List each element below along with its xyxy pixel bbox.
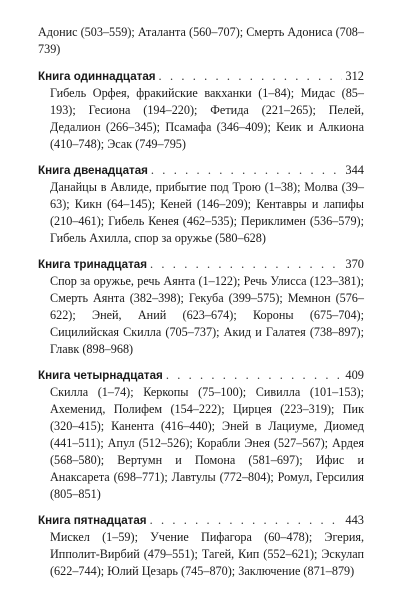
book-heading <box>38 512 364 529</box>
book-contents: Гибель Орфея, фракийские вакханки (1–84); Мидас (85–193); Гесиона (194–220); Фетида (221–265); Пелей, Дедалион (266–345); Псамафа (346–409); Кеик и Алкиона (410–748); Эсак (749–795) <box>50 86 364 151</box>
book-title: Книга четырнадцатая <box>38 369 163 382</box>
book-heading <box>38 68 364 85</box>
book-heading <box>38 256 364 273</box>
page-number: 344 <box>345 163 364 177</box>
book-contents: Спор за оружье, речь Аянта (1–122); Речь Улисса (123–381); Смерть Аянта (382–398); Гекуба (399–575); Мемнон (576–622); Эней, Аний (623–674); Короны (675–704); Сицилийская Скилла (705–737); Акид и Галатея (738–897); Главк (898–968) <box>50 274 364 356</box>
page-number: 409 <box>345 368 364 382</box>
book-contents: Мискел (1–59); Учение Пифагора (60–478); Эгерия, Ипполит-Вирбий (479–551); Тагей, Кип (552–621); Эскулап (622–744); Юлий Цезарь (745–870); Заключение (871–879) <box>50 530 364 578</box>
book-entry-11 <box>38 68 364 153</box>
book-contents: Данайцы в Авлиде, прибытие под Трою (1–38); Молва (39–63); Кикн (64–145); Кеней (146–209); Кентавры и лапифы (210–461); Гибель Кенея (462–535); Периклимен (536–579); Гибель Ахилла, спор за оружье (580–628) <box>50 180 364 245</box>
dot-leader <box>159 68 343 85</box>
book-entry-12 <box>38 162 364 247</box>
book-title: Книга тринадцатая <box>38 258 148 271</box>
dot-leader <box>151 162 343 179</box>
table-of-contents <box>38 24 364 589</box>
dot-leader <box>150 512 343 529</box>
page-number: 443 <box>345 513 364 527</box>
book-entry-13 <box>38 256 364 358</box>
book-heading <box>38 367 364 384</box>
book-title: Книга одиннадцатая <box>38 70 156 83</box>
book-heading <box>38 162 364 179</box>
book-title: Книга пятнадцатая <box>38 514 147 527</box>
book-title: Книга двенадцатая <box>38 164 148 177</box>
book-entry-14 <box>38 367 364 503</box>
page-number: 312 <box>345 69 364 83</box>
page-number: 370 <box>345 257 364 271</box>
dot-leader <box>166 367 343 384</box>
dot-leader <box>150 256 342 273</box>
book-entry-15 <box>38 512 364 580</box>
book-contents: Скилла (1–74); Керкопы (75–100); Сивилла (101–153); Ахеменид, Полифем (154–222); Цирцея (223–319); Пик (320–415); Канента (416–440); Эней в Лациуме, Диомед (441–511); Апул (512–526); Корабли Энея (527–567); Ардея (568–580); Вертумн и Помона (581–697); Ифис и Анаксарета (698–771); Лавтулы (772–804); Ромул, Герсилия (805–851) <box>50 385 364 501</box>
continued-contents: Адонис (503–559); Аталанта (560–707); Смерть Адониса (708–739) <box>38 25 364 56</box>
